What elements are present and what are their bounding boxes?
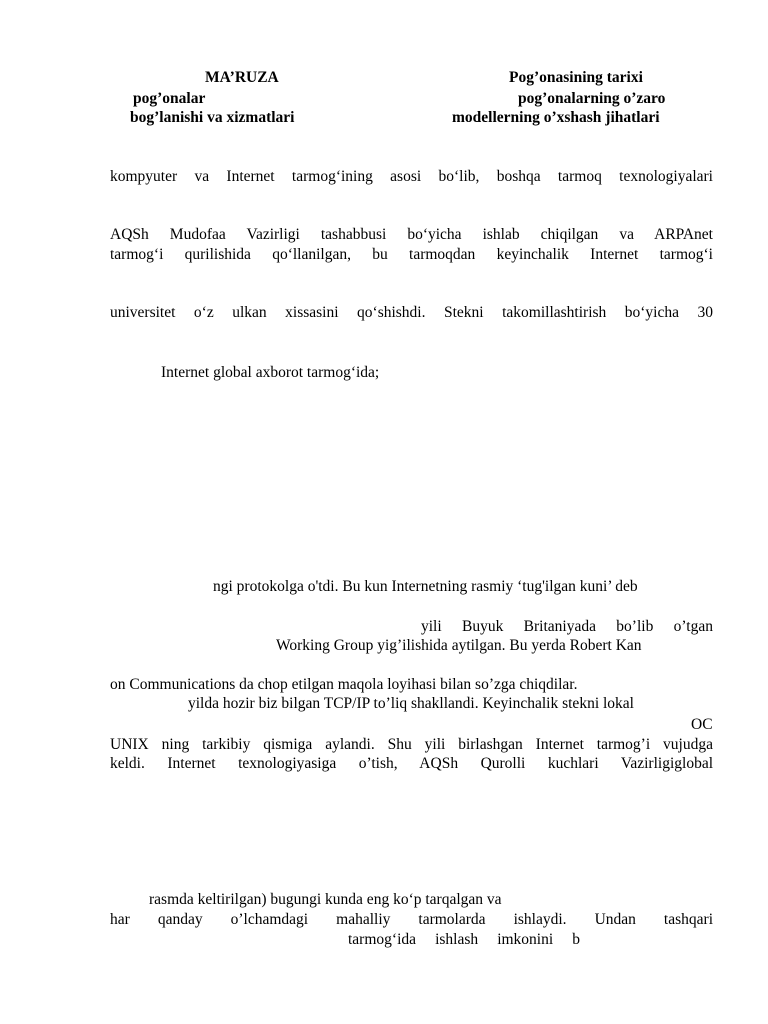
body-line-8: Working Group yig’ilishida aytilgan. Bu yerda Robert Kan	[276, 637, 642, 654]
heading-model-similarities: modellerning o’xshash jihatlari	[452, 109, 660, 126]
body-line-4: universitet o‘z ulkan xissasini qo‘shishdi. Stekni takomillashtirish bo‘yicha 30	[110, 304, 713, 321]
body-line-5: Internet global axborot tarmog‘ida;	[161, 364, 380, 381]
body-line-13: keldi. Internet texnologiyasiga o’tish, AQSh Qurolli kuchlari Vazirligiglobal	[110, 755, 713, 772]
body-line-11: OC	[691, 716, 713, 733]
body-line-12: UNIX ning tarkibiy qismiga aylandi. Shu yili birlashgan Internet tarmog’i vujudga	[110, 736, 713, 753]
heading-layers-mutual: pog’onalarning o’zaro	[518, 90, 666, 107]
body-line-15: har qanday o’lchamdagi mahalliy tarmolarda ishlaydi. Undan tashqari	[110, 911, 713, 928]
body-line-3: tarmog‘i qurilishida qo‘llanilgan, bu tarmoqdan keyinchalik Internet tarmog‘i	[110, 246, 713, 263]
body-line-6: ngi protokolga o'tdi. Bu kun Internetning rasmiy ‘tug'ilgan kuni’ deb	[213, 578, 638, 595]
heading-history: Pog’onasining tarixi	[509, 69, 643, 86]
body-line-16: tarmog‘ida ishlash imkonini b	[348, 931, 580, 948]
body-line-9: on Communications da chop etilgan maqola loyihasi bilan so’zga chiqdilar.	[110, 676, 578, 693]
body-line-1: kompyuter va Internet tarmog‘ining asosi bo‘lib, boshqa tarmoq texnologiyalari	[110, 168, 713, 185]
heading-maruza: MA’RUZA	[205, 69, 279, 86]
body-line-7: yili Buyuk Britaniyada bo’lib o’tgan	[421, 618, 713, 635]
body-line-10: yilda hozir biz bilgan TCP/IP to’liq shakllandi. Keyinchalik stekni lokal	[188, 695, 634, 712]
heading-layers: pog’onalar	[133, 90, 206, 107]
heading-connection-services: bog’lanishi va xizmatlari	[130, 109, 295, 126]
body-line-2: AQSh Mudofaa Vazirligi tashabbusi bo‘yicha ishlab chiqilgan va ARPAnet	[110, 226, 713, 243]
body-line-14: rasmda keltirilgan) bugungi kunda eng ko‘p tarqalgan va	[149, 891, 502, 908]
